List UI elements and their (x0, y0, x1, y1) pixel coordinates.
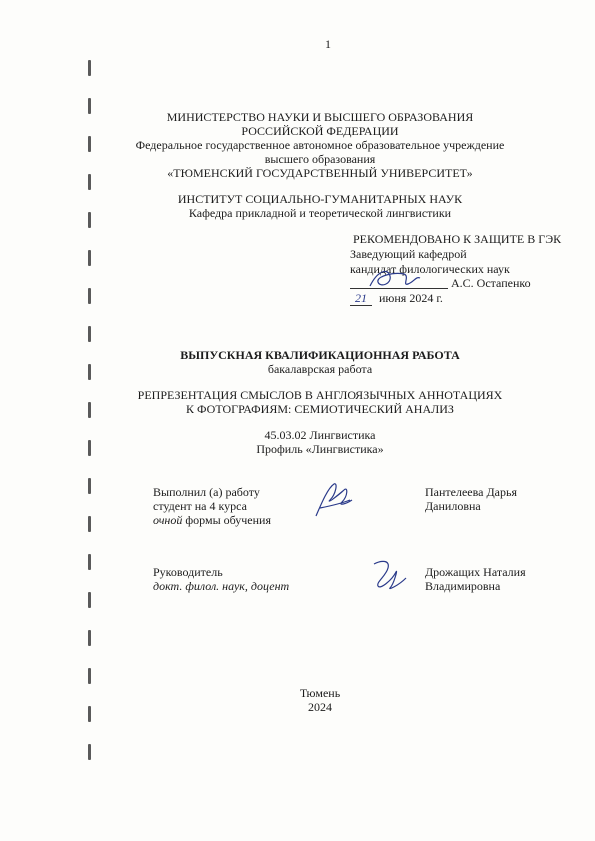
work-title-line-1: РЕПРЕЗЕНТАЦИЯ СМЫСЛОВ В АНГЛОЯЗЫЧНЫХ АННОТАЦИЯХ (137, 388, 503, 402)
approval-degree: кандидат филологических наук (350, 262, 510, 276)
approval-date: июня 2024 г. (379, 291, 443, 305)
department-name: Кафедра прикладной и теоретической лингвистики (188, 206, 452, 220)
student-signature (308, 478, 358, 522)
institute-name: ИНСТИТУТ СОЦИАЛЬНО-ГУМАНИТАРНЫХ НАУК (177, 192, 463, 206)
study-form: очной (153, 513, 183, 527)
work-type: ВЫПУСКНАЯ КВАЛИФИКАЦИОННАЯ РАБОТА (180, 348, 460, 362)
institution-line-2: высшего образования (264, 152, 376, 166)
ministry-line-2: РОССИЙСКОЙ ФЕДЕРАЦИИ (241, 124, 399, 138)
approval-title: РЕКОМЕНДОВАНО К ЗАЩИТЕ В ГЭК (353, 232, 562, 246)
specialty-code: 45.03.02 Лингвистика (264, 428, 376, 442)
head-signature (364, 266, 424, 292)
approval-name: А.С. Остапенко (451, 276, 531, 290)
supervisor-patronymic: Владимировна (425, 579, 501, 593)
work-title-line-2: К ФОТОГРАФИЯМ: СЕМИОТИЧЕСКИЙ АНАЛИЗ (186, 402, 454, 416)
approval-position: Заведующий кафедрой (350, 247, 467, 261)
institution-line-1: Федеральное государственное автономное образовательное учреждение (135, 138, 505, 152)
student-line-2: студент на 4 курса (153, 499, 247, 513)
specialty-profile: Профиль «Лингвистика» (256, 442, 384, 456)
year: 2024 (308, 700, 332, 714)
university-name: «ТЮМЕНСКИЙ ГОСУДАРСТВЕННЫЙ УНИВЕРСИТЕТ» (167, 166, 473, 180)
student-line-1: Выполнил (а) работу (153, 485, 260, 499)
study-form-rest: формы обучения (182, 513, 271, 527)
ministry-line-1: МИНИСТЕРСТВО НАУКИ И ВЫСШЕГО ОБРАЗОВАНИЯ (166, 110, 474, 124)
supervisor-surname-name: Дрожащих Наталия (425, 565, 526, 579)
city: Тюмень (299, 686, 341, 700)
supervisor-label: Руководитель (153, 565, 223, 579)
approval-day: 21 (350, 291, 372, 306)
student-patronymic: Даниловна (425, 499, 481, 513)
student-surname-name: Пантелеева Дарья (425, 485, 517, 499)
work-subtype: бакалаврская работа (267, 362, 373, 376)
page-number: 1 (325, 37, 331, 51)
student-line-3 (153, 513, 271, 527)
supervisor-signature (368, 556, 412, 594)
supervisor-degree: докт. филол. наук, доцент (153, 579, 290, 593)
